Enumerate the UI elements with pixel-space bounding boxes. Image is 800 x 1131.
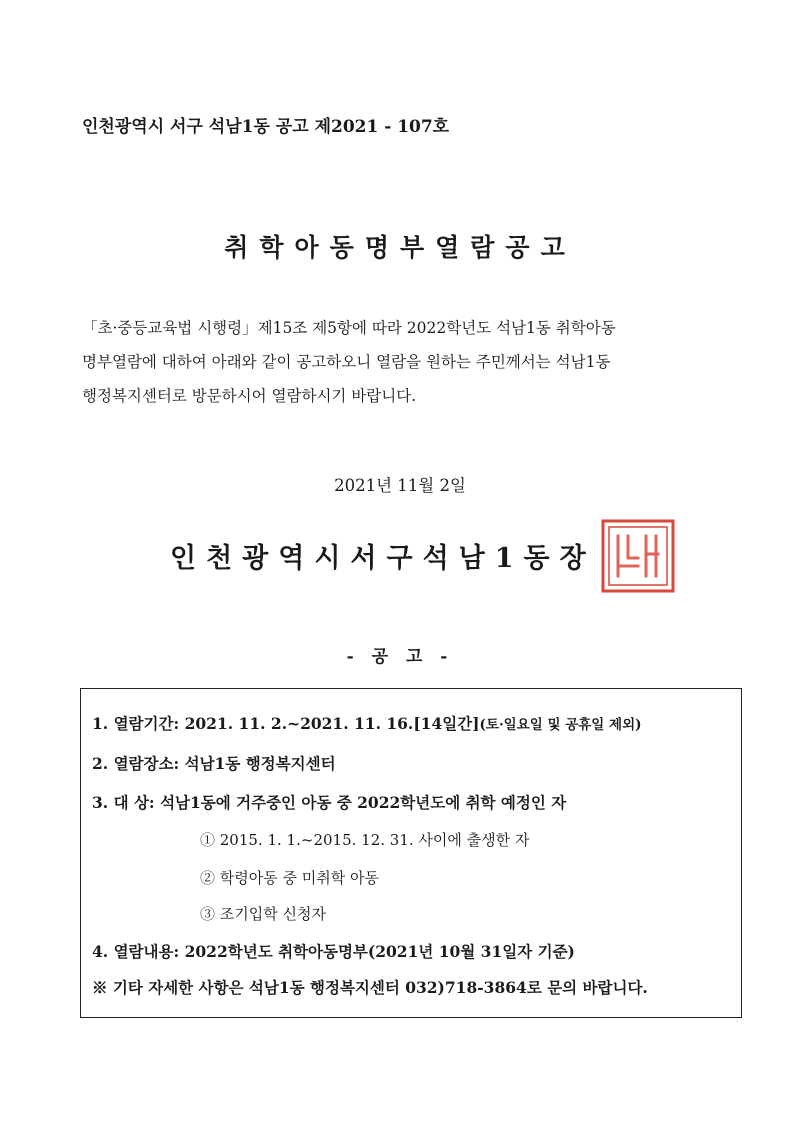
- section-heading: - 공 고 -: [346, 647, 454, 667]
- period-note: (토·일요일 및 공휴일 제외): [479, 717, 642, 733]
- notice-box: [80, 688, 742, 1018]
- footer-note: ※ 기타 자세한 사항은 석남1동 행정복지센터 032)718-3864로 문의 바랍니다.: [92, 978, 648, 997]
- target-sub-2: ② 학령아동 중 미취학 아동: [200, 869, 379, 887]
- place-value: 석남1동 행정복지센터: [184, 754, 336, 773]
- target-sub-3: ③ 조기입학 신청자: [200, 905, 326, 923]
- notice-date: 2021년 11월 2일: [334, 476, 466, 495]
- intro-line-3: 행정복지센터로 방문하시어 열람하시기 바랍니다.: [82, 387, 417, 405]
- place-label: 2. 열람장소:: [92, 754, 180, 773]
- period-label: 1. 열람기간:: [92, 714, 180, 733]
- item-period: [92, 712, 642, 734]
- seal-border: [603, 521, 673, 591]
- intro-line-1: 「초·중등교육법 시행령」제15조 제5항에 따라 2022학년도 석남1동 취학아동: [82, 319, 616, 337]
- content-label: 4. 열람내용:: [92, 942, 180, 961]
- item-content: [92, 940, 575, 962]
- item-target: [92, 791, 566, 813]
- item-place: [92, 752, 336, 774]
- target-label: 3. 대 상:: [92, 793, 155, 812]
- target-value: 석남1동에 거주중인 아동 중 2022학년도에 취학 예정인 자: [160, 793, 567, 812]
- official-seal: [600, 518, 676, 594]
- issuer-name: 인천광역시서구석남1동장: [170, 543, 596, 574]
- content-value: 2022학년도 취학아동명부(2021년 10월 31일자 기준): [184, 942, 575, 961]
- target-sub-1: ① 2015. 1. 1.~2015. 12. 31. 사이에 출생한 자: [200, 831, 530, 849]
- intro-line-2: 명부열람에 대하여 아래와 같이 공고하오니 열람을 원하는 주민께서는 석남1동: [82, 353, 611, 371]
- page-title: 취학아동명부열람공고: [224, 233, 576, 262]
- period-value: 2021. 11. 2.~2021. 11. 16.[14일간]: [184, 714, 480, 733]
- notice-number: 인천광역시 서구 석남1동 공고 제2021 - 107호: [82, 117, 450, 137]
- seal-marks: [618, 536, 658, 576]
